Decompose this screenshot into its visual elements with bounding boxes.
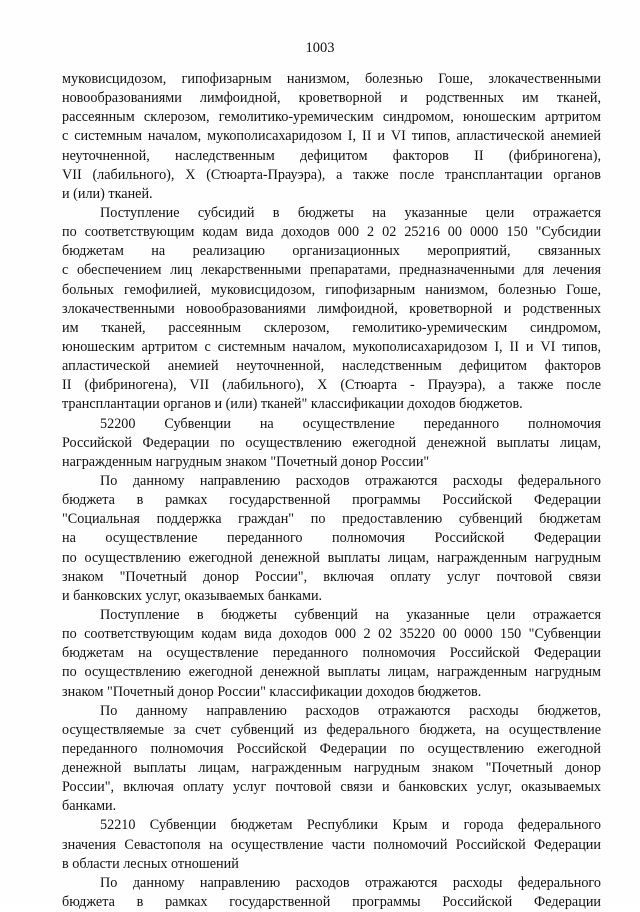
text-line: По данному направлению расходов отражаются расходы федерального <box>100 874 601 891</box>
text-line: и (или) тканей. <box>62 185 153 202</box>
text-line: муковисцидозом, гипофизарным нанизмом, болезнью Гоше, злокачественными <box>62 71 601 87</box>
text-line: больных гемофилией, муковисцидозом, гипофизарным нанизмом, болезнью Гоше, <box>62 281 601 298</box>
text-line: банками. <box>62 798 117 815</box>
document-body <box>62 70 601 912</box>
text-line: Поступление в бюджеты субвенций на указанные цели отражается <box>100 606 601 623</box>
text-line: "Социальная поддержка граждан" по предоставлению субвенций бюджетам <box>62 511 601 528</box>
text-line: денежной выплаты лицам, награжденным нагрудным знаком "Почетный донор <box>62 760 601 777</box>
text-line: По данному направлению расходов отражаются расходы бюджетов, <box>100 702 601 719</box>
page-number: 1003 <box>305 40 335 56</box>
text-line: бюджета в рамках государственной программы Российской Федерации <box>62 894 601 911</box>
text-line: награжденным нагрудным знаком "Почетный донор России" <box>62 453 430 470</box>
text-line: VII (лабильного), X (Стюарта-Прауэра), а также после трансплантации органов <box>62 166 601 183</box>
text-line: с обеспечением лиц лекарственными препаратами, предназначенными для лечения <box>62 262 601 279</box>
text-line: злокачественными новообразованиями лимфоидной, кроветворной и родственных <box>62 300 601 317</box>
text-line: рассеянным склерозом, гемолитико-уремическим синдромом, юношеским артритом <box>62 109 601 126</box>
text-line: Российской Федерации по осуществлению ежегодной денежной выплаты лицам, <box>62 434 601 451</box>
text-line: неуточненной, наследственным дефицитом факторов II (фибриногена), <box>62 147 601 164</box>
text-line: знаком "Почетный донор России" классификации доходов бюджетов. <box>62 683 482 700</box>
text-line: новообразованиями лимфоидной, кроветворной и родственных им тканей, <box>62 90 601 107</box>
text-line: на осуществление переданного полномочия Российской Федерации <box>62 530 601 547</box>
text-line: переданного полномочия Российской Федерации по осуществлению ежегодной <box>62 740 601 757</box>
text-line: 52210 Субвенции бюджетам Республики Крым и города федерального <box>100 817 601 834</box>
text-line: и банковских услуг, оказываемых банками. <box>62 587 323 604</box>
text-line: им тканей, рассеянным склерозом, гемолитико-уремическим синдромом, <box>62 319 601 336</box>
text-line: II (фибриногена), VII (лабильного), X (Стюарта - Прауэра), а также после <box>62 377 601 394</box>
text-line: юношеским артритом с системным началом, мукополисахаридозом I, II и VI типов, <box>62 338 601 355</box>
text-line: по соответствующим кодам вида доходов 000 2 02 25216 00 0000 150 "Субсидии <box>62 224 601 241</box>
text-line: по соответствующим кодам вида доходов 000 2 02 35220 00 0000 150 "Субвенции <box>62 626 601 643</box>
text-line: в области лесных отношений <box>62 855 239 872</box>
text-line: 52200 Субвенции на осуществление переданного полномочия <box>100 415 601 432</box>
text-line: значения Севастополя на осуществление части полномочий Российской Федерации <box>62 836 601 853</box>
text-line: знаком "Почетный донор России", включая оплату услуг почтовой связи <box>62 568 601 585</box>
text-line: по осуществлению ежегодной денежной выплаты лицам, награжденным нагрудным <box>62 664 601 681</box>
text-line: с системным началом, мукополисахаридозом I, II и VI типов, апластической анемией <box>62 128 601 145</box>
text-line: осуществляемые за счет субвенций из федерального бюджета, на осуществление <box>62 721 601 738</box>
text-line: России", включая оплату услуг почтовой связи и банковских услуг, оказываемых <box>62 779 601 796</box>
text-line: бюджетам на реализацию организационных мероприятий, связанных <box>62 243 601 260</box>
text-line: бюджетам на осуществление переданного полномочия Российской Федерации <box>62 645 601 662</box>
text-line: Поступление субсидий в бюджеты на указанные цели отражается <box>100 204 601 221</box>
text-line: бюджета в рамках государственной программы Российской Федерации <box>62 492 601 509</box>
text-line: трансплантации органов и (или) тканей" классификации доходов бюджетов. <box>62 396 523 413</box>
text-line: апластической анемией неуточненной, наследственным дефицитом факторов <box>62 358 601 375</box>
text-line: По данному направлению расходов отражаются расходы федерального <box>100 472 601 489</box>
text-line: по осуществлению ежегодной денежной выплаты лицам, награжденным нагрудным <box>62 549 601 566</box>
